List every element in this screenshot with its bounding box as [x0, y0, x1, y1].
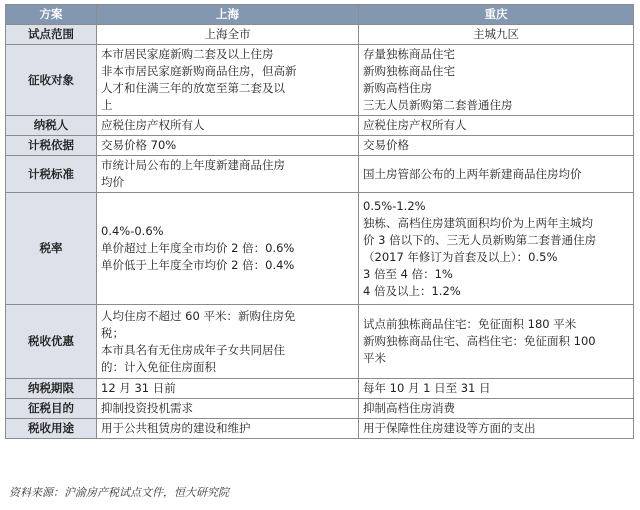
chongqing-cell-line: 存量独栋商品住宅: [363, 47, 455, 61]
chongqing-cell: [359, 379, 634, 399]
shanghai-cell-line: 单价低于上年度全市均价 2 倍：0.4%: [101, 258, 295, 272]
shanghai-cell-line: 税；: [101, 325, 124, 340]
shanghai-cell: [97, 305, 359, 379]
chongqing-cell-line: 0.5%-1.2%: [363, 198, 426, 213]
shanghai-cell-line: 人才和住满三年的放宽至第二套及以: [101, 81, 285, 95]
header-shanghai: 上海: [97, 5, 359, 25]
chongqing-cell-line: 应税住房产权所有人: [363, 118, 467, 132]
row-label: 征税目的: [6, 399, 97, 419]
shanghai-cell: [97, 156, 359, 193]
shanghai-cell: [97, 399, 359, 419]
table-row: [6, 25, 634, 45]
chongqing-cell-line: 4 倍及以上：1.2%: [363, 283, 461, 298]
chongqing-cell-line: 三无人员新购第二套普通住房: [363, 98, 513, 112]
chongqing-cell-line: 试点前独栋商品住宅：免征面积 180 平米: [363, 317, 577, 331]
row-label: 征收对象: [6, 45, 97, 116]
chongqing-cell-line: 独栋、高档住房建筑面积均价为上两年主城均: [363, 215, 593, 230]
shanghai-cell-line: 人均住房不超过 60 平米：新购住房免: [101, 308, 296, 323]
table-row: [6, 379, 634, 399]
row-label: 试点范围: [6, 25, 97, 45]
shanghai-cell: [97, 25, 359, 45]
shanghai-cell: [97, 419, 359, 439]
shanghai-cell-line: 应税住房产权所有人: [101, 118, 205, 132]
table-row: [6, 305, 634, 379]
row-label: 纳税期限: [6, 379, 97, 399]
shanghai-cell: [97, 45, 359, 116]
chongqing-cell: [359, 45, 634, 116]
row-label: 纳税人: [6, 116, 97, 136]
shanghai-cell-line: 0.4%-0.6%: [101, 224, 164, 238]
shanghai-cell-line: 上: [101, 98, 113, 112]
row-label: 税收优惠: [6, 305, 97, 379]
shanghai-cell: [97, 193, 359, 305]
chongqing-cell: [359, 116, 634, 136]
chongqing-cell: [359, 25, 634, 45]
shanghai-cell-line: 非本市居民家庭新购商品住房，但高新: [101, 64, 297, 78]
shanghai-cell: [97, 136, 359, 156]
chongqing-cell-line: 新购独栋商品住宅: [363, 64, 455, 78]
shanghai-cell-line: 交易价格 70%: [101, 138, 177, 152]
chongqing-cell-line: 抑制高档住房消费: [363, 401, 455, 415]
comparison-table-container: [5, 4, 633, 439]
chongqing-cell: [359, 193, 634, 305]
table-row: [6, 193, 634, 305]
chongqing-cell-line: 价 3 倍以下的、三无人员新购第二套普通住房: [363, 232, 597, 247]
shanghai-cell-line: 用于公共租赁房的建设和维护: [101, 421, 251, 435]
header-scheme: 方案: [6, 5, 97, 25]
chongqing-cell-line: （2017 年修订为首套及以上）：0.5%: [363, 249, 558, 264]
table-row: [6, 136, 634, 156]
source-note: 资料来源：沪渝房产税试点文件，恒大研究院: [9, 486, 229, 499]
chongqing-cell-line: 交易价格: [363, 138, 409, 152]
chongqing-cell: [359, 156, 634, 193]
chongqing-cell-line: 用于保障性住房建设等方面的支出: [363, 421, 536, 435]
row-label: 计税标准: [6, 156, 97, 193]
chongqing-cell: [359, 419, 634, 439]
shanghai-cell-line: 市统计局公布的上年度新建商品住房: [101, 158, 285, 172]
header-chongqing: 重庆: [359, 5, 634, 25]
header-row: [6, 5, 634, 25]
row-label: 计税依据: [6, 136, 97, 156]
shanghai-cell-line: 的：计入免征住房面积: [101, 359, 216, 374]
table-row: [6, 399, 634, 419]
chongqing-cell: [359, 399, 634, 419]
shanghai-cell-line: 单价超过上年度全市均价 2 倍：0.6%: [101, 241, 295, 255]
chongqing-cell: [359, 136, 634, 156]
shanghai-cell-line: 本市居民家庭新购二套及以上住房: [101, 47, 274, 61]
shanghai-cell-line: 12 月 31 日前: [101, 381, 176, 395]
chongqing-cell: [359, 305, 634, 379]
shanghai-cell: [97, 379, 359, 399]
shanghai-cell-line: 抑制投资投机需求: [101, 401, 193, 415]
row-label: 税率: [6, 193, 97, 305]
shanghai-cell-line: 均价: [101, 175, 124, 189]
shanghai-cell-line: 上海全市: [204, 27, 251, 41]
shanghai-cell: [97, 116, 359, 136]
property-tax-comparison-table: [5, 4, 634, 439]
chongqing-cell-line: 3 倍至 4 倍：1%: [363, 266, 453, 281]
shanghai-cell-line: 本市具名有无住房成年子女共同居住: [101, 342, 285, 357]
chongqing-cell-line: 新购独栋商品住宅、高档住宅：免征面积 100: [363, 334, 596, 348]
chongqing-cell-line: 新购高档住房: [363, 81, 432, 95]
table-row: [6, 156, 634, 193]
chongqing-cell-line: 平米: [363, 351, 386, 365]
table-row: [6, 419, 634, 439]
chongqing-cell-line: 国土房管部公布的上两年新建商品住房均价: [363, 166, 582, 181]
table-row: [6, 116, 634, 136]
chongqing-cell-line: 主城九区: [473, 27, 519, 41]
table-row: [6, 45, 634, 116]
chongqing-cell-line: 每年 10 月 1 日至 31 日: [363, 381, 491, 395]
row-label: 税收用途: [6, 419, 97, 439]
